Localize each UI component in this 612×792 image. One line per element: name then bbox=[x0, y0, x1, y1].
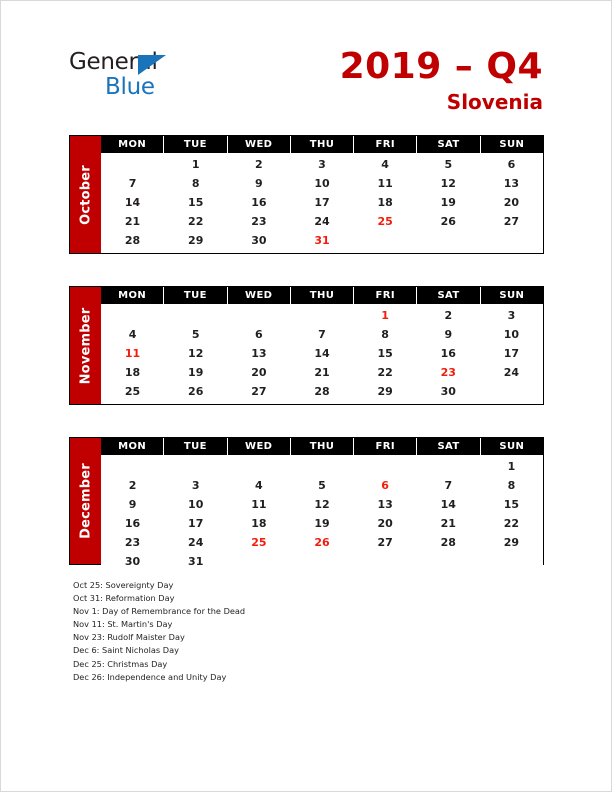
day-cell-empty bbox=[164, 306, 227, 325]
day-cell[interactable]: 24 bbox=[503, 366, 520, 379]
weekday-header-tue: TUE bbox=[164, 136, 227, 153]
day-cell[interactable]: 11 bbox=[124, 347, 141, 360]
legend-item: Dec 25: Christmas Day bbox=[73, 658, 168, 669]
day-cell[interactable]: 18 bbox=[124, 366, 141, 379]
day-cell-empty bbox=[227, 552, 290, 571]
weekday-header-mon: MON bbox=[101, 136, 164, 153]
day-cell-empty bbox=[354, 231, 417, 250]
day-cell[interactable]: 23 bbox=[440, 366, 456, 379]
day-cell[interactable]: 12 bbox=[440, 177, 456, 190]
day-cell[interactable]: 21 bbox=[124, 215, 141, 228]
day-cell[interactable]: 29 bbox=[377, 385, 393, 398]
day-cell[interactable]: 15 bbox=[503, 498, 520, 511]
day-cell[interactable]: 27 bbox=[503, 215, 520, 228]
week-row bbox=[101, 363, 543, 382]
week-row bbox=[101, 193, 543, 212]
day-cell[interactable]: 21 bbox=[440, 517, 456, 530]
day-cell[interactable]: 22 bbox=[188, 215, 204, 228]
day-cell[interactable]: 27 bbox=[377, 536, 393, 549]
day-cell-empty bbox=[480, 231, 543, 250]
day-cell-empty bbox=[290, 552, 353, 571]
day-cell[interactable]: 12 bbox=[188, 347, 204, 360]
day-cell[interactable]: 19 bbox=[440, 196, 456, 209]
weekday-header-sat: SAT bbox=[417, 136, 480, 153]
day-cell[interactable]: 2 bbox=[444, 309, 453, 322]
day-cell[interactable]: 6 bbox=[381, 479, 389, 492]
day-cell[interactable]: 27 bbox=[251, 385, 267, 398]
day-cell[interactable]: 6 bbox=[507, 158, 516, 171]
logo-text-blue: Blue bbox=[105, 74, 155, 100]
day-cell[interactable]: 14 bbox=[314, 347, 330, 360]
week-row bbox=[101, 231, 543, 250]
legend-item: Dec 26: Independence and Unity Day bbox=[73, 671, 227, 682]
day-cell[interactable]: 4 bbox=[381, 158, 389, 171]
day-cell[interactable]: 24 bbox=[314, 215, 330, 228]
legend-item: Dec 6: Saint Nicholas Day bbox=[73, 645, 179, 656]
week-row bbox=[101, 495, 543, 514]
day-cell[interactable]: 2 bbox=[128, 479, 137, 492]
day-cell[interactable]: 19 bbox=[314, 517, 330, 530]
day-cell-empty bbox=[101, 306, 164, 325]
day-cell[interactable]: 7 bbox=[128, 177, 137, 190]
week-row bbox=[101, 306, 543, 325]
week-row bbox=[101, 155, 543, 174]
day-cell[interactable]: 2 bbox=[255, 158, 263, 171]
day-cell[interactable]: 22 bbox=[377, 366, 393, 379]
day-cell[interactable]: 21 bbox=[314, 366, 330, 379]
day-cell-empty bbox=[417, 231, 480, 250]
day-cell[interactable]: 30 bbox=[251, 234, 267, 247]
day-cell[interactable]: 9 bbox=[255, 177, 263, 190]
day-cell[interactable]: 7 bbox=[318, 328, 326, 341]
day-cell[interactable]: 30 bbox=[124, 555, 141, 568]
day-cell[interactable]: 16 bbox=[124, 517, 141, 530]
month-label-november bbox=[70, 287, 101, 404]
day-cell[interactable]: 26 bbox=[440, 215, 456, 228]
day-cell[interactable]: 11 bbox=[251, 498, 267, 511]
day-cell[interactable]: 29 bbox=[188, 234, 204, 247]
day-cell-empty bbox=[480, 382, 543, 401]
day-cell[interactable]: 15 bbox=[377, 347, 393, 360]
holiday-legend bbox=[73, 579, 473, 684]
month-block-october bbox=[69, 135, 544, 254]
week-row bbox=[101, 552, 543, 571]
day-cell[interactable]: 9 bbox=[444, 328, 453, 341]
day-cell[interactable]: 25 bbox=[377, 215, 393, 228]
month-grid bbox=[101, 136, 543, 253]
day-cell[interactable]: 1 bbox=[191, 158, 200, 171]
weekday-header-sun: SUN bbox=[499, 441, 525, 452]
day-cell[interactable]: 28 bbox=[124, 234, 141, 247]
day-cell[interactable]: 23 bbox=[124, 536, 141, 549]
day-cell[interactable]: 26 bbox=[314, 536, 330, 549]
weekday-header-thu: THU bbox=[291, 438, 354, 455]
day-cell[interactable]: 7 bbox=[444, 479, 453, 492]
day-cell[interactable]: 25 bbox=[124, 385, 141, 398]
day-cell[interactable]: 3 bbox=[507, 309, 516, 322]
day-cell[interactable]: 31 bbox=[188, 555, 204, 568]
legend-item: Nov 11: St. Martin's Day bbox=[73, 619, 173, 630]
weekday-header-row bbox=[101, 438, 543, 455]
day-cell[interactable]: 8 bbox=[381, 328, 389, 341]
day-cell[interactable]: 5 bbox=[318, 479, 326, 492]
day-cell[interactable]: 8 bbox=[191, 177, 200, 190]
day-cell[interactable]: 5 bbox=[191, 328, 200, 341]
weekday-header-fri: FRI bbox=[354, 136, 417, 153]
day-cell-empty bbox=[290, 457, 353, 476]
day-cell[interactable]: 17 bbox=[503, 347, 520, 360]
month-label-text: November bbox=[78, 307, 93, 384]
day-cell[interactable]: 26 bbox=[188, 385, 204, 398]
weekday-header-fri: FRI bbox=[354, 287, 417, 304]
day-cell[interactable]: 17 bbox=[314, 196, 330, 209]
day-cell-empty bbox=[417, 457, 480, 476]
month-label-october bbox=[70, 136, 101, 253]
day-cell[interactable]: 28 bbox=[440, 536, 456, 549]
legend-item: Nov 23: Rudolf Maister Day bbox=[73, 632, 185, 643]
weekday-header-sat: SAT bbox=[417, 438, 480, 455]
day-cell[interactable]: 1 bbox=[381, 309, 389, 322]
weekday-header-row bbox=[101, 136, 543, 153]
day-cell[interactable]: 24 bbox=[188, 536, 204, 549]
day-cell[interactable]: 20 bbox=[251, 366, 267, 379]
month-grid bbox=[101, 438, 543, 568]
weekday-header-mon: MON bbox=[101, 287, 164, 304]
day-cell-empty bbox=[354, 457, 417, 476]
weekday-header-sun: SUN bbox=[499, 139, 525, 150]
legend-item: Nov 1: Day of Remembrance for the Dead bbox=[73, 606, 246, 617]
weeks-body bbox=[101, 455, 543, 571]
day-cell[interactable]: 31 bbox=[314, 234, 330, 247]
day-cell[interactable]: 13 bbox=[503, 177, 520, 190]
day-cell[interactable]: 30 bbox=[440, 385, 456, 398]
week-row bbox=[101, 325, 543, 344]
week-row bbox=[101, 212, 543, 231]
day-cell[interactable]: 11 bbox=[377, 177, 393, 190]
day-cell[interactable]: 20 bbox=[503, 196, 520, 209]
day-cell-empty bbox=[101, 457, 164, 476]
weekday-header-mon: MON bbox=[101, 438, 164, 455]
day-cell[interactable]: 28 bbox=[314, 385, 330, 398]
day-cell-empty bbox=[164, 457, 227, 476]
month-grid bbox=[101, 287, 543, 404]
day-cell[interactable]: 19 bbox=[188, 366, 204, 379]
day-cell-empty bbox=[227, 306, 290, 325]
general-blue-logo bbox=[69, 49, 249, 109]
week-row bbox=[101, 174, 543, 193]
weekday-header-tue: TUE bbox=[164, 438, 227, 455]
month-label-december bbox=[70, 438, 101, 564]
legend-item: Oct 31: Reformation Day bbox=[73, 593, 175, 604]
weekday-header-thu: THU bbox=[291, 287, 354, 304]
day-cell[interactable]: 14 bbox=[440, 498, 456, 511]
day-cell[interactable]: 10 bbox=[314, 177, 330, 190]
day-cell[interactable]: 6 bbox=[255, 328, 263, 341]
day-cell[interactable]: 17 bbox=[188, 517, 204, 530]
week-row bbox=[101, 457, 543, 476]
day-cell[interactable]: 22 bbox=[503, 517, 520, 530]
logo-triangle-icon bbox=[138, 55, 166, 75]
day-cell[interactable]: 4 bbox=[255, 479, 263, 492]
day-cell-empty bbox=[480, 552, 543, 571]
weekday-header-wed: WED bbox=[228, 438, 291, 455]
week-row bbox=[101, 476, 543, 495]
weekday-header-tue: TUE bbox=[164, 287, 227, 304]
day-cell[interactable]: 29 bbox=[503, 536, 520, 549]
day-cell[interactable]: 12 bbox=[314, 498, 330, 511]
day-cell[interactable]: 25 bbox=[251, 536, 267, 549]
day-cell[interactable]: 10 bbox=[503, 328, 520, 341]
month-label-text: October bbox=[78, 164, 93, 225]
day-cell[interactable]: 9 bbox=[128, 498, 137, 511]
day-cell[interactable]: 1 bbox=[507, 460, 516, 473]
week-row bbox=[101, 382, 543, 401]
week-row bbox=[101, 533, 543, 552]
day-cell[interactable]: 10 bbox=[188, 498, 204, 511]
day-cell[interactable]: 3 bbox=[191, 479, 200, 492]
day-cell-empty bbox=[417, 552, 480, 571]
title-block bbox=[340, 47, 543, 114]
weekday-header-wed: WED bbox=[228, 136, 291, 153]
day-cell-empty bbox=[101, 155, 164, 174]
day-cell[interactable]: 13 bbox=[377, 498, 393, 511]
weekday-header-fri: FRI bbox=[354, 438, 417, 455]
day-cell-empty bbox=[227, 457, 290, 476]
month-label-text: December bbox=[78, 463, 93, 539]
weekday-header-sun: SUN bbox=[499, 290, 525, 301]
day-cell-empty bbox=[290, 306, 353, 325]
day-cell[interactable]: 18 bbox=[251, 517, 267, 530]
day-cell[interactable]: 4 bbox=[128, 328, 137, 341]
day-cell[interactable]: 15 bbox=[188, 196, 204, 209]
weeks-body bbox=[101, 153, 543, 253]
day-cell[interactable]: 16 bbox=[440, 347, 456, 360]
weekday-header-row bbox=[101, 287, 543, 304]
month-block-december bbox=[69, 437, 544, 568]
week-row bbox=[101, 344, 543, 363]
day-cell[interactable]: 5 bbox=[444, 158, 453, 171]
page-subtitle-country: Slovenia bbox=[446, 90, 543, 114]
logo-text-general: General bbox=[69, 49, 158, 75]
weekday-header-wed: WED bbox=[228, 287, 291, 304]
month-block-november bbox=[69, 286, 544, 405]
day-cell[interactable]: 8 bbox=[507, 479, 516, 492]
page-header bbox=[1, 1, 611, 126]
day-cell[interactable]: 3 bbox=[318, 158, 326, 171]
calendar-page bbox=[1, 1, 611, 791]
page-title: 2019 – Q4 bbox=[339, 46, 543, 87]
day-cell[interactable]: 18 bbox=[377, 196, 393, 209]
legend-item: Oct 25: Sovereignty Day bbox=[73, 580, 174, 590]
week-row bbox=[101, 514, 543, 533]
day-cell[interactable]: 14 bbox=[124, 196, 141, 209]
weekday-header-sat: SAT bbox=[417, 287, 480, 304]
day-cell[interactable]: 13 bbox=[251, 347, 267, 360]
day-cell[interactable]: 23 bbox=[251, 215, 267, 228]
day-cell[interactable]: 16 bbox=[251, 196, 267, 209]
weekday-header-thu: THU bbox=[291, 136, 354, 153]
day-cell-empty bbox=[354, 552, 417, 571]
weeks-body bbox=[101, 304, 543, 404]
day-cell[interactable]: 20 bbox=[377, 517, 393, 530]
